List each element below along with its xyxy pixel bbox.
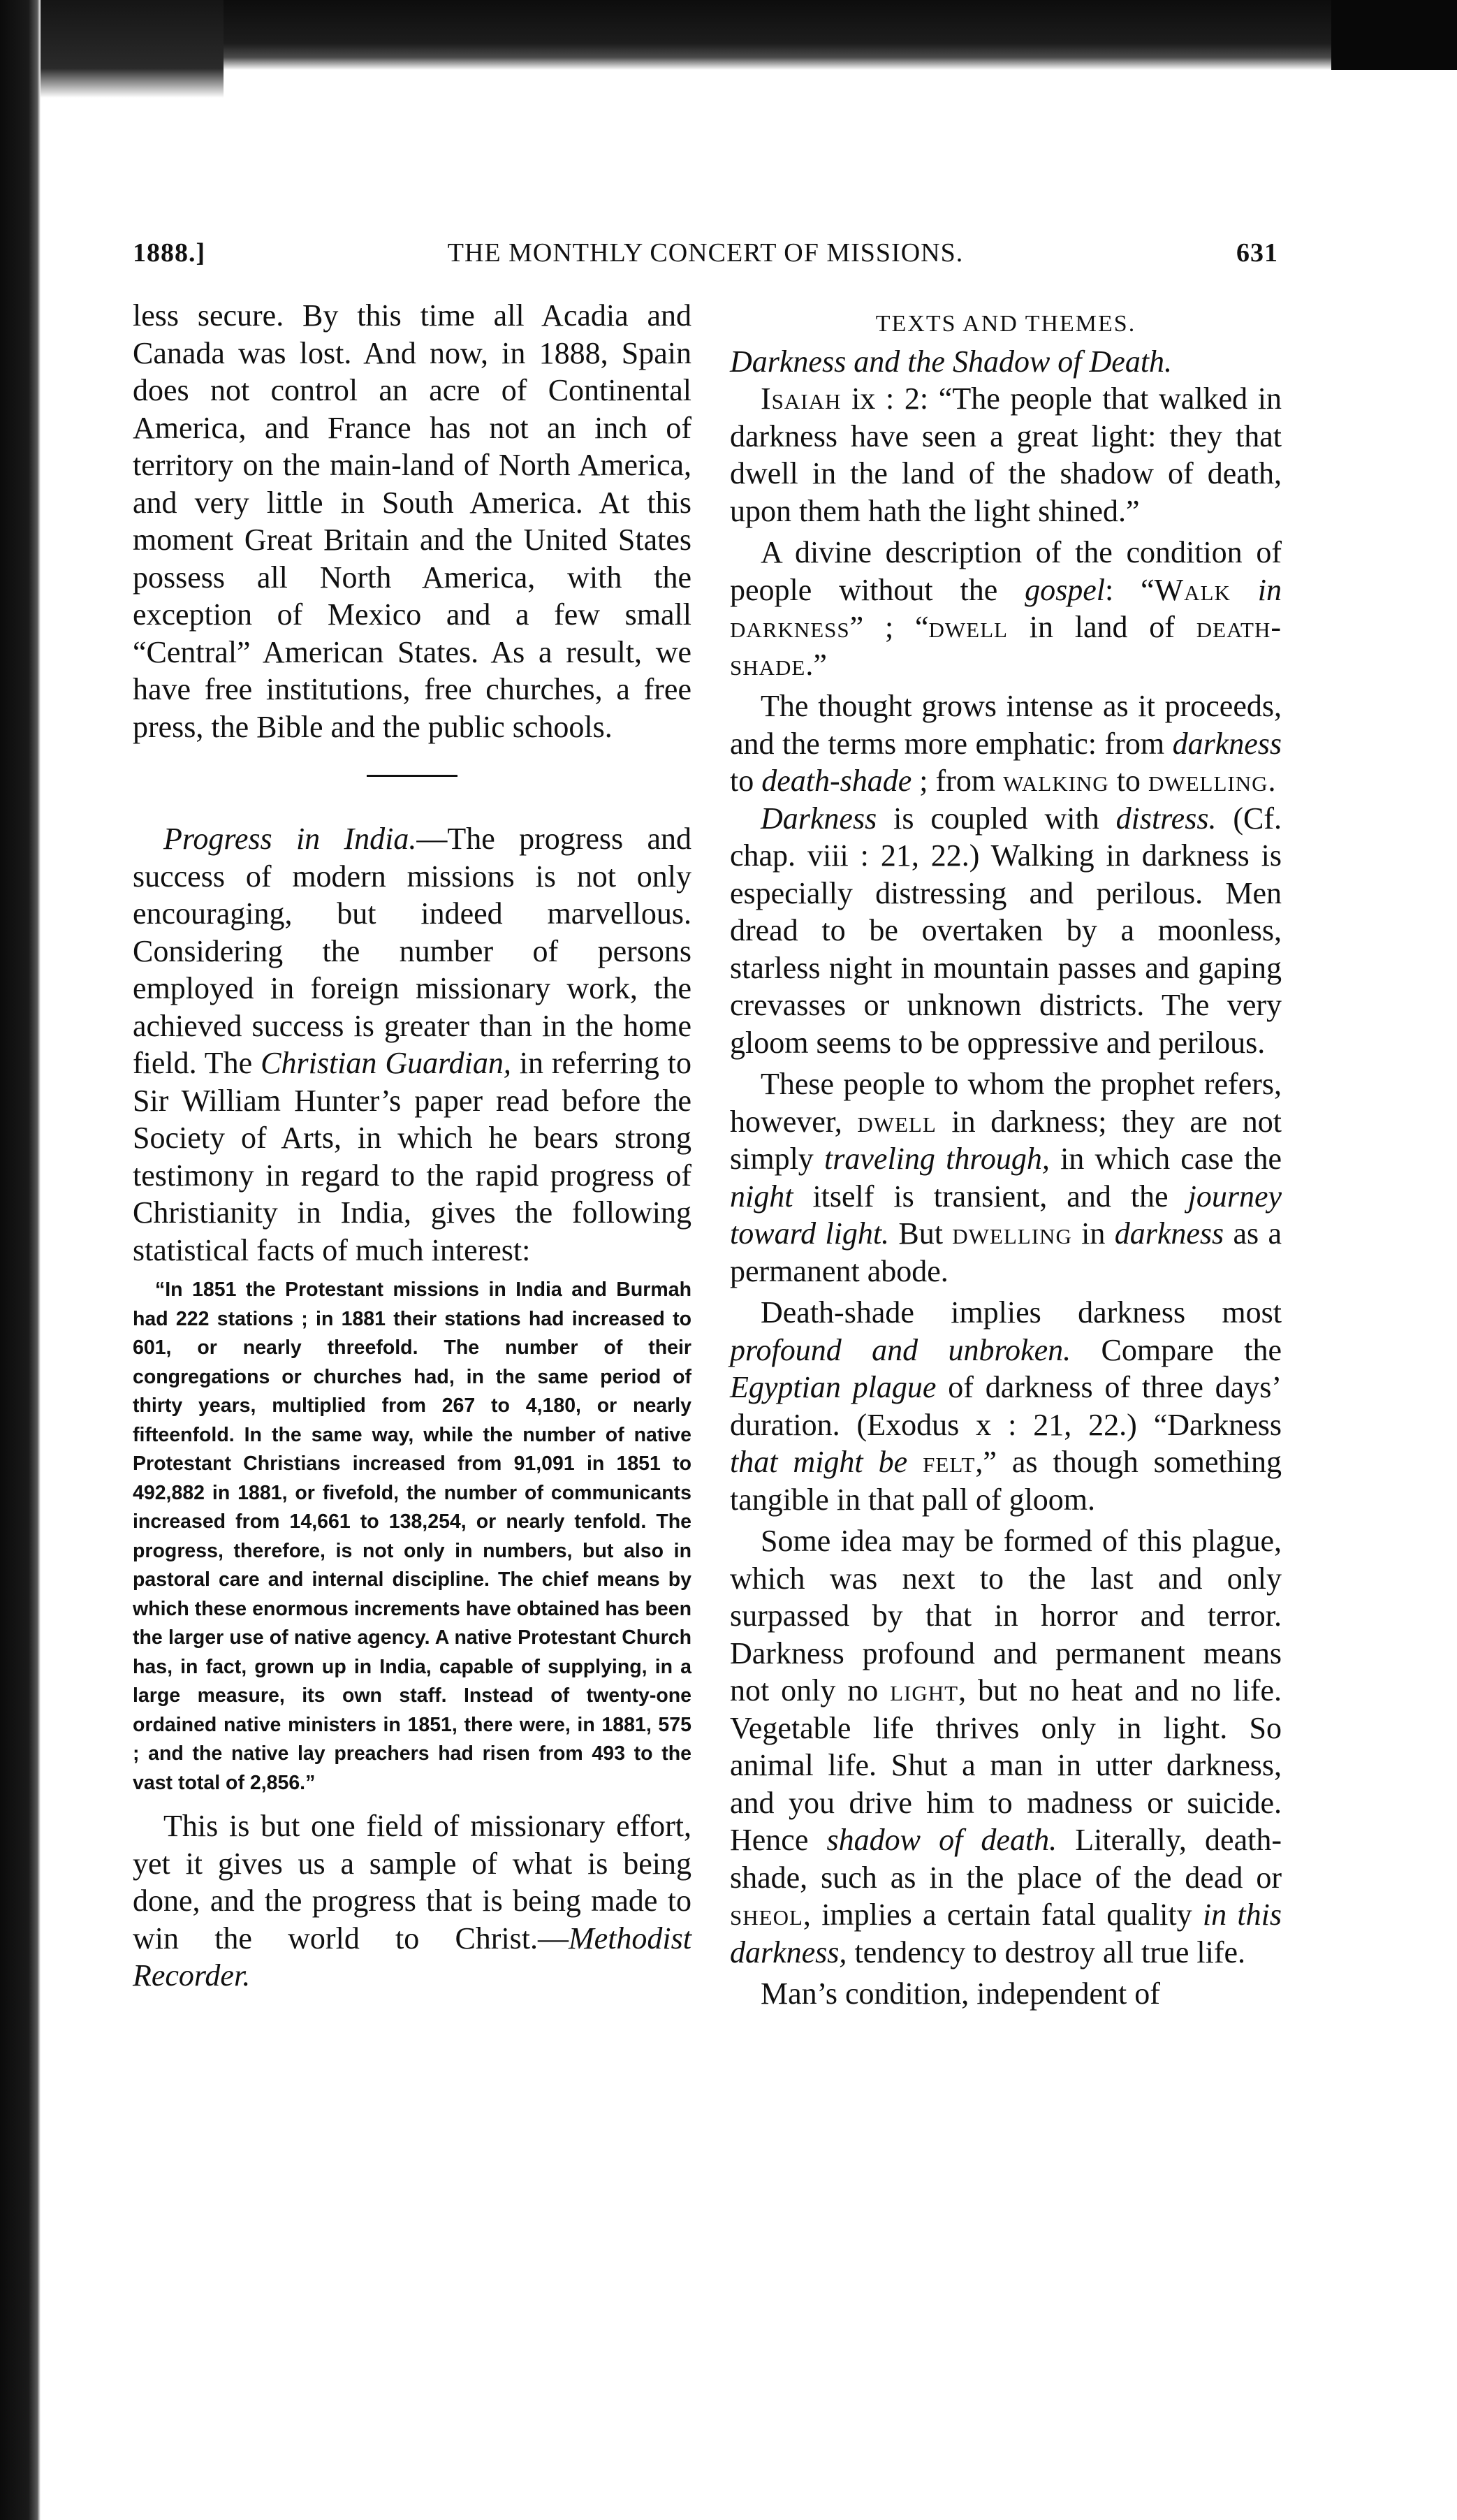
left-column [133, 297, 691, 1995]
page-number: 631 [1236, 238, 1278, 268]
scripture-reference: Isaiah [761, 381, 842, 416]
scan-edge-top-right [1331, 0, 1457, 70]
paragraph: These people to whom the prophet refers, however, dwell in darkness; they are not simply traveling through, in which case the night itself is transient, and the journey toward light. But dwelling in darkness as a permanent abode. [730, 1067, 1282, 1288]
paragraph: Death-shade implies darkness most profound and unbroken. Compare the Egyptian plague of darkness of three days’ duration. (Exodus x : 21, 22.) “Darkness that might be felt,” as though something tangible in that pall of gloom. [730, 1295, 1282, 1517]
paragraph: Isaiah ix : 2: “The people that walked in darkness have seen a great light: they that dwell in the land of the shadow of death, upon them hath the light shined.” [730, 381, 1282, 528]
paragraph: The thought grows intense as it proceeds, and the terms more emphatic: from darkness to death-shade ; from walking to dwelling. [730, 689, 1282, 798]
paragraph: This is but one field of missionary effort, yet it gives us a sample of what is being done, and the progress that is being made to win the world to Christ.—Methodist Recorder. [133, 1809, 691, 1993]
block-quote: “In 1851 the Protestant missions in India and Burmah had 222 stations ; in 1881 their stations had increased to 601, or nearly threefold. The number of their congregations or churches had, in the same period of thirty years, multiplied from 267 to 4,180, or nearly fifteenfold. In the same way, while the number of native Protestant Christians increased from 91,091 in 1851 to 492,882 in 1881, or fivefold, the number of communicants increased from 14,661 to 138,254, or nearly tenfold. The progress, therefore, is not only in numbers, but also in pastoral care and internal discipline. The chief means by which these enormous increments have obtained has been the larger use of native agency. A native Protestant Church has, in fact, grown up in India, capable of supplying, in a large measure, its own staff. Instead of twenty-one ordained native ministers in 1851, there were, in 1881, 575 ; and the native lay preachers had risen from 493 to the vast total of 2,856.” [133, 1279, 691, 1794]
paragraph: Darkness is coupled with distress. (Cf. chap. viii : 21, 22.) Walking in darkness is especially distressing and perilous. Men dread to be overtaken by a moonless, starless night in mountain passes and gaping crevasses or unknown districts. The very gloom seems to be oppressive and perilous. [730, 801, 1282, 1060]
right-column [730, 297, 1282, 2013]
header-year: 1888.] [133, 238, 206, 268]
source-citation: Methodist Recorder. [133, 1921, 691, 1993]
running-header [133, 238, 1278, 279]
paragraph-progress-in-india: Progress in India.—The progress and success of modern missions is not only encouraging, but indeed marvellous. Considering the number of persons employed in foreign missionary work, the achieved success is greater than in the home field. The Christian Guardian, in referring to Sir William Hunter’s paper read before the Society of Arts, in which he bears strong testimony in regard to the rapid progress of Christianity in India, gives the following statistical facts of much interest: [133, 822, 691, 1267]
paragraph: A divine description of the condition of people without the gospel: “Walk in darkness” ; “dwell in land of death-shade.” [730, 535, 1282, 682]
paragraph: Some idea may be formed of this plague, which was next to the last and only surpassed by that in horror and terror. Darkness profound and permanent means not only no light, but no heat and no life. Vegetable life thrives only in light. So animal life. Shut a man in utter darkness, and you drive him to madness or suicide. Hence shadow of death. Literally, death-shade, such as in the place of the dead or sheol, implies a certain fatal quality in this darkness, tendency to destroy all true life. [730, 1524, 1282, 1969]
section-subtitle: Darkness and the Shadow of Death. [730, 344, 1173, 379]
section-heading: TEXTS AND THEMES. [875, 311, 1136, 337]
paragraph: Man’s condition, independent of [761, 1976, 1160, 2011]
scan-edge-left [0, 0, 41, 2520]
section-divider [367, 775, 457, 777]
section-lead: Progress in India. [163, 822, 417, 856]
header-title: THE MONTHLY CONCERT OF MISSIONS. [447, 238, 964, 268]
paragraph: less secure. By this time all Acadia and Canada was lost. And now, in 1888, Spain does not control an acre of Continental America, and France has not an inch of territory on the main-land of North America, and very little in South America. At this moment Great Britain and the United States possess all North America, with the exception of Mexico and a few small “Central” American States. As a result, we have free institutions, free churches, a free press, the Bible and the public schools. [133, 298, 691, 744]
